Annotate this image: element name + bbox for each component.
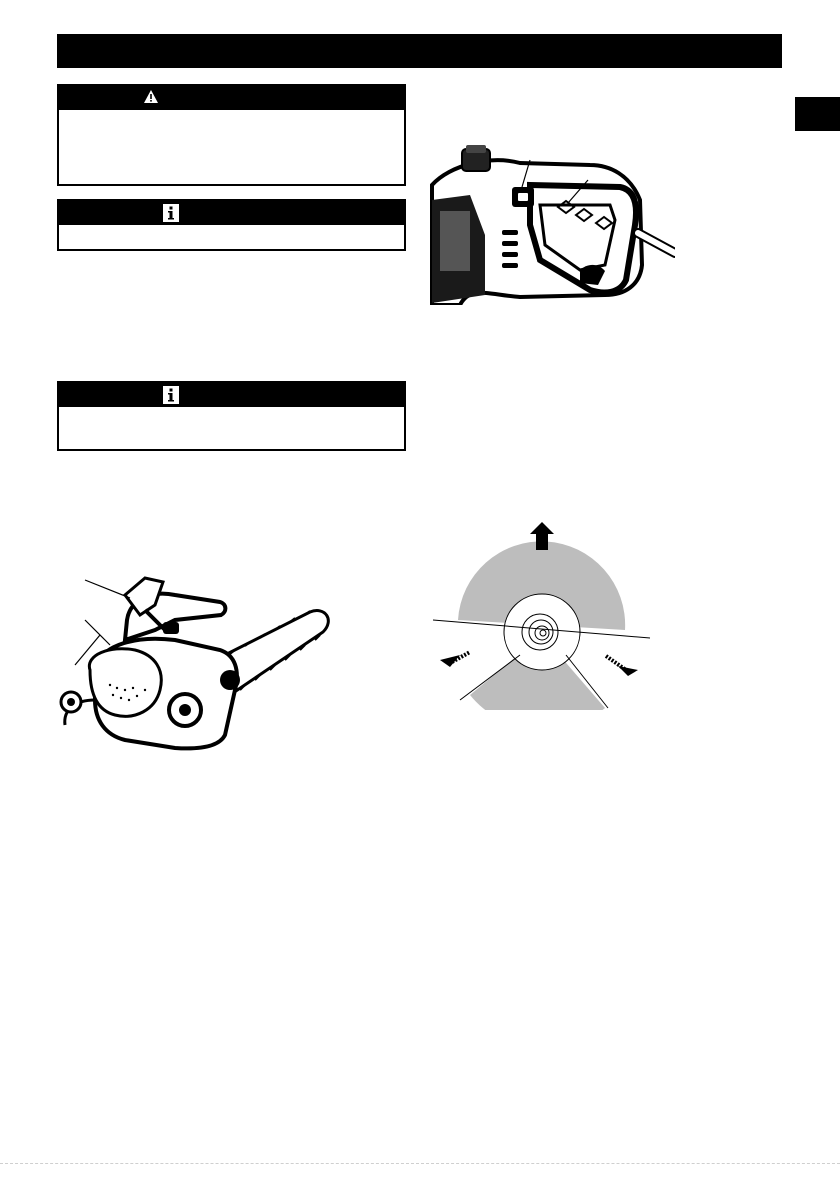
- language-tab: [795, 97, 840, 131]
- page-bottom-rule: [0, 1163, 840, 1164]
- escape-arrow-right-icon: [606, 656, 638, 676]
- note-box-1-header: [59, 201, 404, 225]
- section-header-bar: [57, 34, 782, 68]
- info-icon: [163, 204, 179, 222]
- tree-felling-escape-diagram-icon: [430, 520, 655, 710]
- warning-triangle-icon: [143, 89, 159, 105]
- warning-box: [57, 84, 406, 186]
- info-icon: [163, 386, 179, 404]
- note-box-2-header: [59, 383, 404, 407]
- escape-arrow-left-icon: [440, 652, 470, 667]
- note-box-1: [57, 199, 406, 251]
- warning-box-header: [59, 86, 404, 110]
- chainsaw-oil-filling-icon: [55, 560, 350, 760]
- note-box-2: [57, 381, 406, 451]
- chainsaw-handle-switch-icon: [430, 145, 675, 305]
